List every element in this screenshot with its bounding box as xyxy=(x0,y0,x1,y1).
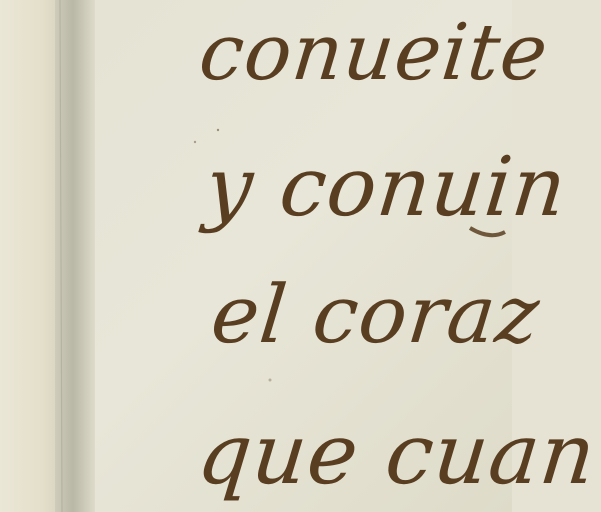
manuscript-line-2: y conuin xyxy=(201,140,572,235)
manuscript-line-4: que cuan xyxy=(192,405,601,503)
manuscript-line-3: el coraz xyxy=(207,268,545,361)
left-page-edge xyxy=(0,0,60,512)
manuscript-line-1: conueite xyxy=(195,8,553,98)
